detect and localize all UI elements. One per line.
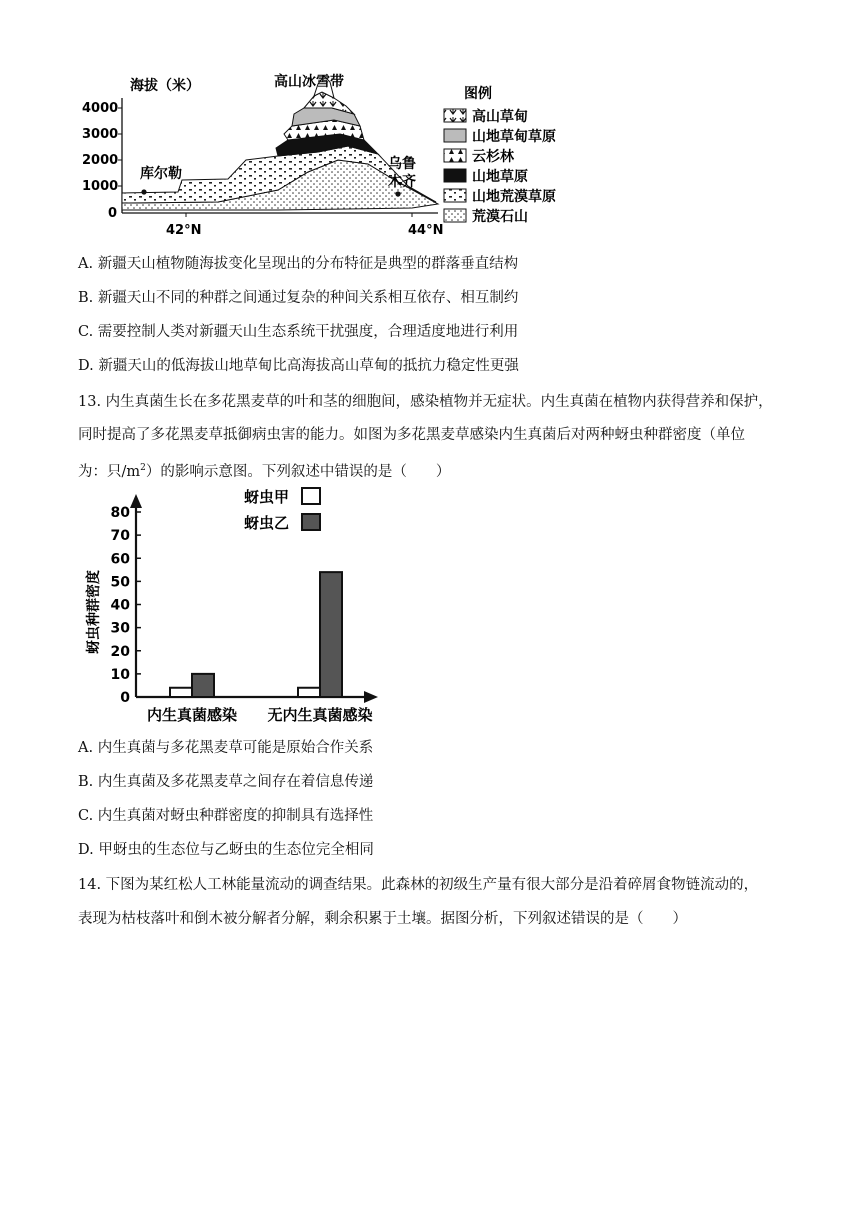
legend-label: 山地草原 xyxy=(472,169,528,185)
y-tick-label: 10 xyxy=(110,666,130,683)
y-tick-label: 70 xyxy=(110,528,130,545)
legend-swatch-meadow-steppe xyxy=(444,129,466,142)
bar-aphid-a-0 xyxy=(170,688,192,697)
fig1-left-city: 库尔勒 xyxy=(140,166,182,182)
legend-swatch-spruce xyxy=(444,149,466,162)
altitude-profile-figure xyxy=(78,68,598,238)
q12-option-c: C. 需要控制人类对新疆天山生态系统干扰强度，合理适度地进行利用 xyxy=(78,324,519,340)
q12-option-d: D. 新疆天山的低海拔山地草甸比高海拔高山草甸的抵抗力稳定性更强 xyxy=(78,358,519,374)
q13-option-c: C. 内生真菌对蚜虫种群密度的抑制具有选择性 xyxy=(78,808,374,824)
fig1-right-city: 乌鲁 xyxy=(388,156,416,172)
fig1-xtick: 42°N xyxy=(166,223,202,238)
legend-swatch-desert-rock xyxy=(444,209,466,222)
q14-stem-line: 表现为枯枝落叶和倒木被分解者分解，剩余积累于土壤。据图分析，下列叙述错误的是（ ） xyxy=(78,911,687,927)
category-label: 内生真菌感染 xyxy=(146,706,238,724)
y-tick-label: 30 xyxy=(110,620,130,637)
q13-stem-line xyxy=(78,458,450,482)
q12-option-a: A. 新疆天山植物随海拔变化呈现出的分布特征是典型的群落垂直结构 xyxy=(78,256,519,272)
aphid-density-bar-chart xyxy=(78,484,408,728)
bar-aphid-b-0 xyxy=(192,674,214,697)
fig1-legend-title: 图例 xyxy=(464,86,492,102)
q13-option-a: A. 内生真菌与多花黑麦草可能是原始合作关系 xyxy=(78,740,374,756)
legend-label: 山地荒漠草原 xyxy=(472,189,556,205)
fig1-ytick: 3000 xyxy=(82,127,119,142)
fig1-ytick: 1000 xyxy=(82,179,119,194)
legend-swatch-alpine-meadow xyxy=(444,109,466,122)
bar-aphid-b-1 xyxy=(320,572,342,697)
q13-option-b: B. 内生真菌及多花黑麦草之间存在着信息传递 xyxy=(78,774,374,790)
q14-stem-line: 14. 下图为某红松人工林能量流动的调查结果。此森林的初级生产量有很大部分是沿着碎屑食物链流动的， xyxy=(78,877,759,893)
bar-aphid-a-1 xyxy=(298,688,320,697)
category-label: 无内生真菌感染 xyxy=(267,706,373,724)
fig1-ylabel: 海拔（米） xyxy=(130,78,200,94)
y-tick-label: 60 xyxy=(110,551,130,568)
legend-label: 云杉林 xyxy=(472,149,514,165)
legend-label: 山地草甸草原 xyxy=(472,129,556,145)
q12-option-b: B. 新疆天山不同的种群之间通过复杂的种间关系相互依存、相互制约 xyxy=(78,290,519,306)
y-tick-label: 80 xyxy=(110,505,130,521)
legend-label: 蚜虫乙 xyxy=(244,514,290,532)
q13-stem-text: 为：只/m xyxy=(78,463,141,480)
fig1-ytick: 0 xyxy=(108,206,118,221)
y-tick-label: 40 xyxy=(110,597,130,614)
q13-stem-text: ）的影响示意图。下列叙述中错误的是（ ） xyxy=(145,463,451,480)
legend-label: 高山草甸 xyxy=(472,109,528,125)
fig1-peak-label: 高山冰雪带 xyxy=(274,74,344,90)
y-tick-label: 20 xyxy=(110,643,130,660)
legend-swatch-grassland xyxy=(444,169,466,182)
legend-swatch-desert-grassland xyxy=(444,189,466,202)
fig1-right-city: 木齐 xyxy=(388,174,416,190)
legend-swatch xyxy=(302,514,320,530)
q13-option-d: D. 甲蚜虫的生态位与乙蚜虫的生态位完全相同 xyxy=(78,842,374,858)
legend-label: 蚜虫甲 xyxy=(244,488,290,506)
legend-label: 荒漠石山 xyxy=(472,209,528,225)
fig1-ytick: 2000 xyxy=(82,153,119,168)
legend-swatch xyxy=(302,488,320,504)
q13-stem-line: 13. 内生真菌生长在多花黑麦草的叶和茎的细胞间，感染植物并无症状。内生真菌在植物内获得营养和保护， xyxy=(78,394,773,410)
y-tick-label: 0 xyxy=(120,690,130,706)
y-tick-label: 50 xyxy=(110,574,130,591)
q13-unit-superscript: 2 xyxy=(140,463,146,473)
q13-stem-line: 同时提高了多花黑麦草抵御病虫害的能力。如图为多花黑麦草感染内生真菌后对两种蚜虫种群密度（单位 xyxy=(78,427,745,443)
fig1-xtick: 44°N xyxy=(408,223,444,238)
fig1-ytick: 4000 xyxy=(82,101,119,116)
chart-ylabel: 蚜虫种群密度 xyxy=(86,570,102,654)
